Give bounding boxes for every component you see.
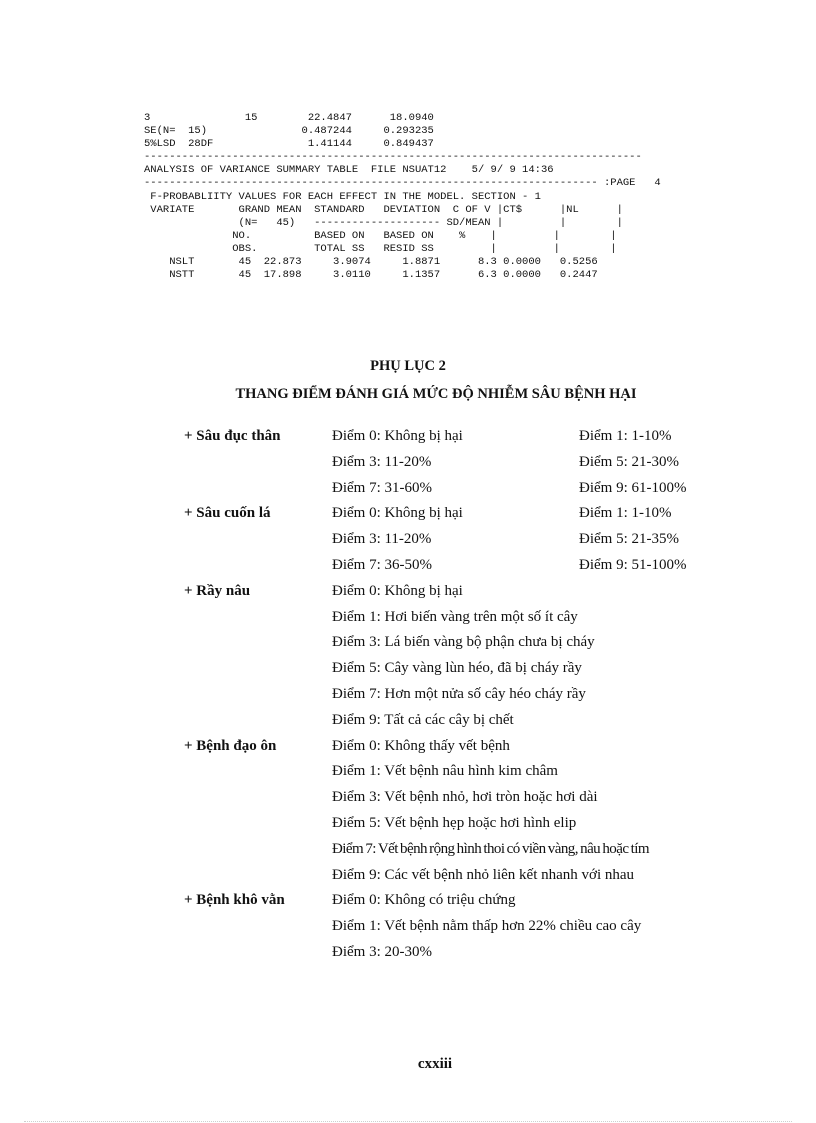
score-left: Điểm 7: Hơn một nửa số cây héo cháy rầy <box>332 685 586 702</box>
scale-row <box>0 736 816 762</box>
anova-output <box>144 112 661 282</box>
score-left: Điểm 1: Vết bệnh nâu hình kim châm <box>332 763 558 780</box>
scale-row <box>0 916 816 942</box>
score-right: Điểm 1: 1-10% <box>579 505 672 522</box>
score-left: Điểm 3: 11-20% <box>332 453 432 470</box>
score-left: Điểm 0: Không bị hại <box>332 505 463 522</box>
score-left: Điểm 3: 11-20% <box>332 531 432 548</box>
anova-table-header: NO. BASED ON BASED ON % | | | <box>144 229 617 242</box>
score-right: Điểm 9: 51-100% <box>579 556 687 573</box>
pest-name: + Bệnh đạo ôn <box>184 737 277 754</box>
score-left: Điểm 5: Cây vàng lùn héo, đã bị cháy rầy <box>332 660 582 677</box>
scale-row <box>0 555 816 581</box>
anova-table-row: NSLT 45 22.873 3.9074 1.8871 8.3 0.0000 0.5256 <box>144 256 598 269</box>
anova-summary-heading: ANALYSIS OF VARIANCE SUMMARY TABLE FILE NSUAT12 5/ 9/ 9 14:36 <box>144 164 554 177</box>
pest-name: + Sâu đục thân <box>184 428 281 444</box>
scale-row <box>0 865 816 891</box>
score-left: Điểm 9: Tất cả các cây bị chết <box>332 711 514 728</box>
score-left: Điểm 9: Các vết bệnh nhỏ liên kết nhanh với nhau <box>332 866 635 883</box>
score-left: Điểm 0: Không thấy vết bệnh <box>332 737 510 754</box>
score-right: Điểm 9: 61-100% <box>579 479 687 496</box>
score-left: Điểm 1: Hơi biến vàng trên một số ít cây <box>332 608 578 625</box>
score-right: Điểm 1: 1-10% <box>579 428 672 444</box>
score-left: Điểm 1: Vết bệnh nằm thấp hơn 22% chiều cao cây <box>332 918 642 935</box>
score-left: Điểm 3: Vết bệnh nhỏ, hơi tròn hoặc hơi dài <box>332 789 598 806</box>
scale-row <box>0 478 816 504</box>
anova-table-header: (N= 45) -------------------- SD/MEAN | | | <box>144 216 623 229</box>
scale-row <box>0 787 816 813</box>
page-number: cxxiii <box>417 1056 453 1072</box>
score-right: Điểm 5: 21-35% <box>579 531 679 548</box>
score-left: Điểm 7: Vết bệnh rộng hình thoi có viền vàng, nâu hoặc tím <box>332 840 650 857</box>
pest-name: + Rầy nâu <box>184 582 251 599</box>
score-left: Điểm 0: Không bị hại <box>332 428 463 444</box>
anova-line: SE(N= 15) 0.487244 0.293235 <box>144 125 434 138</box>
anova-line: 5%LSD 28DF 1.41144 0.849437 <box>144 138 434 151</box>
scale-row <box>0 632 816 658</box>
anova-separator: ------------------------------------------------------------------------------- <box>144 151 642 164</box>
scale-row <box>0 607 816 633</box>
pest-name: + Sâu cuốn lá <box>184 505 271 522</box>
scale-row <box>0 710 816 736</box>
scale-row <box>0 452 816 478</box>
score-left: Điểm 7: 31-60% <box>332 479 432 496</box>
scale-row <box>0 813 816 839</box>
scale-row <box>0 942 816 968</box>
score-left: Điểm 3: 20-30% <box>332 943 432 960</box>
anova-table-header: VARIATE GRAND MEAN STANDARD DEVIATION C OF V |CT$ |NL | <box>144 203 623 216</box>
anova-table-header: OBS. TOTAL SS RESID SS | | | <box>144 242 617 255</box>
appendix-subtitle: THANG ĐIỂM ĐÁNH GIÁ MỨC ĐỘ NHIỄM SÂU BỆNH HẠI <box>235 386 637 402</box>
anova-page-separator: ------------------------------------------------------------------------ :PAGE 4 <box>144 177 661 190</box>
appendix-title: PHỤ LỤC 2 <box>370 358 446 374</box>
scale-row <box>0 684 816 710</box>
scale-row <box>0 839 816 865</box>
scale-row <box>0 761 816 787</box>
score-left: Điểm 0: Không bị hại <box>332 582 463 599</box>
scale-row <box>0 658 816 684</box>
score-left: Điểm 0: Không có triệu chứng <box>332 892 516 909</box>
scale-row <box>0 890 816 916</box>
scale-row <box>0 503 816 529</box>
anova-line: 3 15 22.4847 18.0940 <box>144 112 434 124</box>
scale-row <box>0 581 816 607</box>
anova-table-row: NSTT 45 17.898 3.0110 1.1357 6.3 0.0000 0.2447 <box>144 269 598 282</box>
pest-name: + Bệnh khô vằn <box>184 892 285 909</box>
page-bottom-divider <box>24 1121 792 1122</box>
score-left: Điểm 5: Vết bệnh hẹp hoặc hơi hình elip <box>332 814 577 831</box>
score-right: Điểm 5: 21-30% <box>579 453 679 470</box>
rating-scale-list <box>0 426 816 968</box>
score-left: Điểm 7: 36-50% <box>332 556 432 573</box>
anova-section-heading: F-PROBABLIITY VALUES FOR EACH EFFECT IN THE MODEL. SECTION - 1 <box>144 190 541 203</box>
score-left: Điểm 3: Lá biến vàng bộ phận chưa bị cháy <box>332 634 595 651</box>
scale-row <box>0 426 816 452</box>
scale-row <box>0 529 816 555</box>
